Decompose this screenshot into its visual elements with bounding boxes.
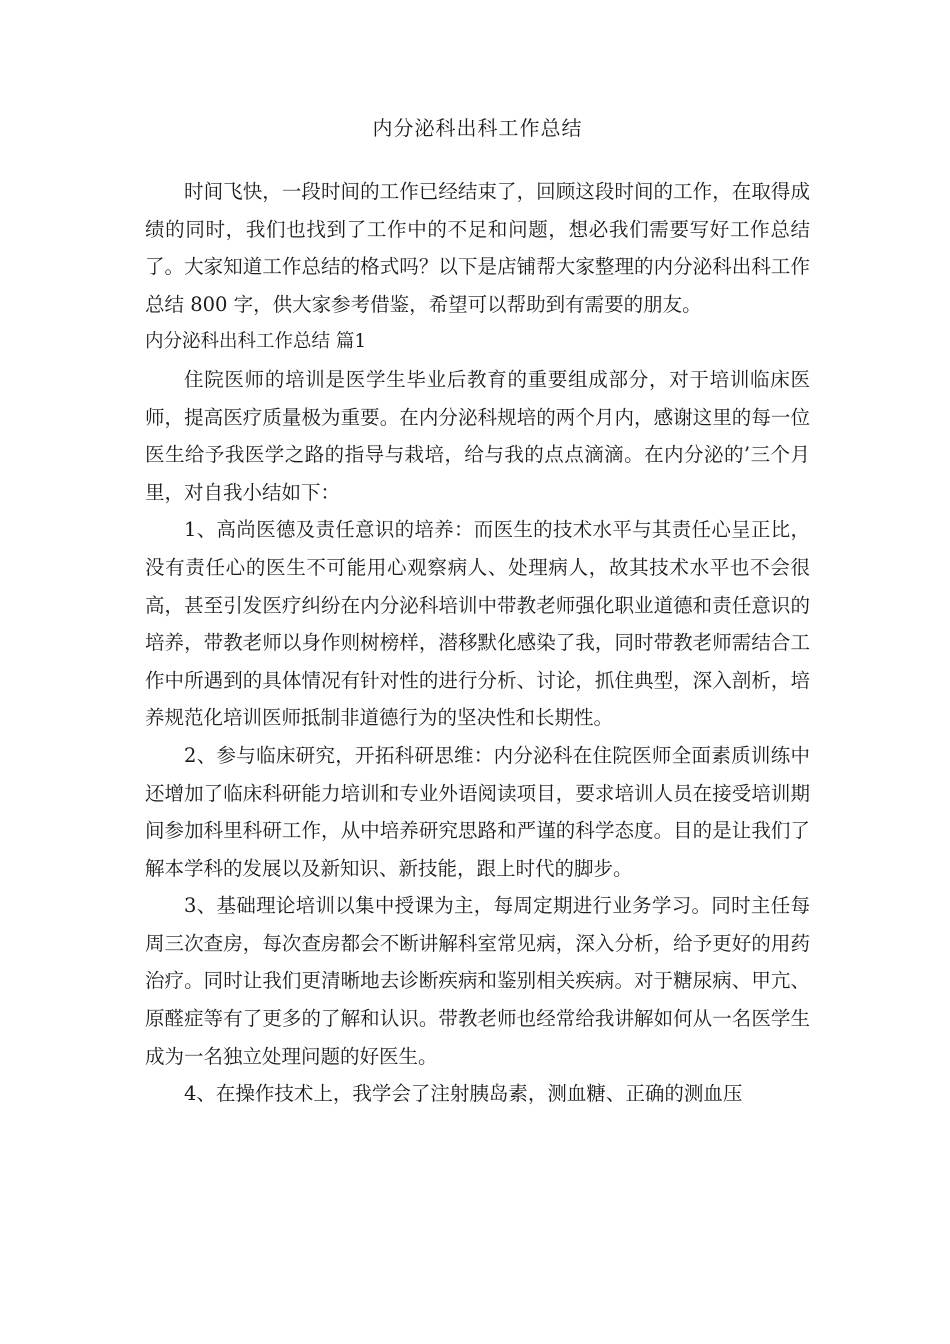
body-paragraph: 住院医师的培训是医学生毕业后教育的重要组成部分，对于培训临床医师，提高医疗质量极为重要。在内分泌科规培的两个月内，感谢这里的每一位医生给予我医学之路的指导与栽培，给与我的点点滴滴。在内分泌的’三个月里，对自我小结如下：	[145, 367, 810, 504]
body-paragraph: 1、高尚医德及责任意识的培养：而医生的技术水平与其责任心呈正比，没有责任心的医生不可能用心观察病人、处理病人，故其技术水平也不会很高，甚至引发医疗纠纷在内分泌科培训中带教老师强化职业道德和责任意识的培养，带教老师以身作则树榜样，潜移默化感染了我，同时带教老师需结合工作中所遇到的具体情况有针对性的进行分析、讨论，抓住典型，深入剖析，培养规范化培训医师抵制非道德行为的坚决性和长期性。	[145, 518, 810, 730]
body-paragraph: 3、基础理论培训以集中授课为主，每周定期进行业务学习。同时主任每周三次查房，每次查房都会不断讲解科室常见病，深入分析，给予更好的用药治疗。同时让我们更清晰地去诊断疾病和鉴别相关疾病。对于糖尿病、甲亢、原醛症等有了更多的了解和认识。带教老师也经常给我讲解如何从一名医学生成为一名独立处理问题的好医生。	[145, 894, 810, 1068]
intro-paragraph: 时间飞快，一段时间的工作已经结束了，回顾这段时间的工作，在取得成绩的同时，我们也找到了工作中的不足和问题，想必我们需要写好工作总结了。大家知道工作总结的格式吗？以下是店铺帮大家整理的内分泌科出科工作总结 800 字，供大家参考借鉴，希望可以帮助到有需要的朋友。	[145, 180, 810, 316]
body-paragraph: 2、参与临床研究，开拓科研思维：内分泌科在住院医师全面素质训练中还增加了临床科研能力培训和专业外语阅读项目，要求培训人员在接受培训期间参加科里科研工作，从中培养研究思路和严谨的科学态度。目的是让我们了解本学科的发展以及新知识、新技能，跟上时代的脚步。	[145, 743, 810, 880]
document-title: 内分泌科出科工作总结	[372, 116, 583, 140]
body-paragraph: 4、在操作技术上，我学会了注射胰岛素，测血糖、正确的测血压	[184, 1082, 743, 1106]
document-body	[145, 173, 810, 1113]
section-heading: 内分泌科出科工作总结 篇1	[145, 331, 367, 353]
